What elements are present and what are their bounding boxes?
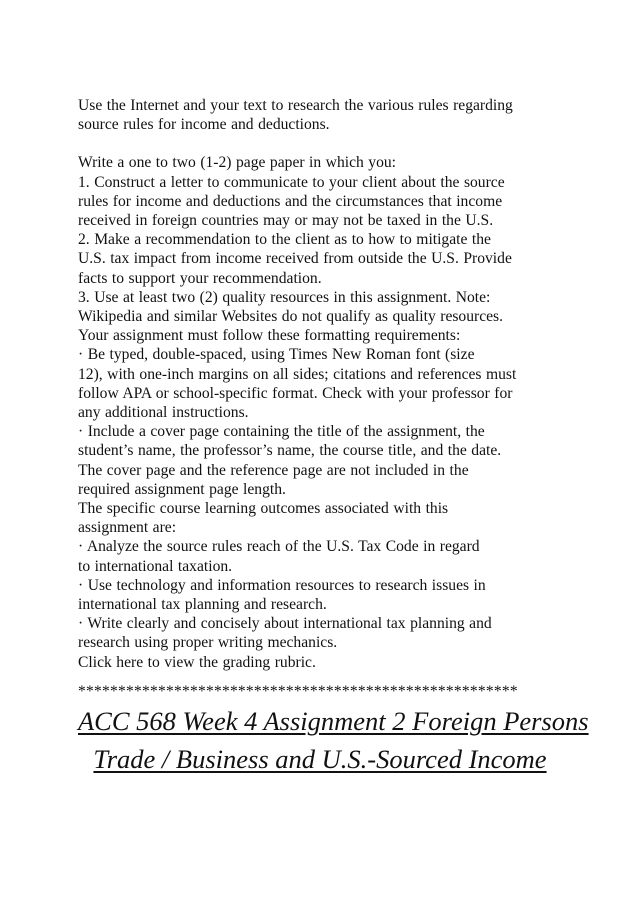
- text-line: research using proper writing mechanics.: [78, 634, 338, 652]
- instructions-paragraph: [78, 153, 568, 671]
- text-line: 1. Construct a letter to communicate to your client about the source: [78, 173, 505, 191]
- text-line: any additional instructions.: [78, 404, 249, 422]
- document-body: [78, 96, 589, 777]
- text-line: 2. Make a recommendation to the client as to how to mitigate the: [78, 231, 491, 249]
- text-line: Write a one to two (1-2) page paper in which you:: [78, 154, 397, 172]
- text-line: assignment are:: [78, 519, 177, 537]
- paragraph-gap: [78, 134, 568, 153]
- text-line: · Use technology and information resources to research issues in: [78, 576, 486, 594]
- text-line: · Write clearly and concisely about international tax planning and: [78, 615, 492, 633]
- text-line: to international taxation.: [78, 557, 233, 575]
- assignment-title[interactable]: [78, 703, 589, 777]
- separator-line: *******************************************************: [78, 682, 518, 700]
- text-line: The specific course learning outcomes associated with this: [78, 500, 449, 518]
- text-line: source rules for income and deductions.: [78, 116, 330, 134]
- text-line: Your assignment must follow these formatting requirements:: [78, 327, 461, 345]
- title-line[interactable]: ACC 568 Week 4 Assignment 2 Foreign Persons: [78, 705, 589, 736]
- grading-rubric-link[interactable]: Click here to view the grading rubric.: [78, 653, 316, 671]
- text-line: U.S. tax impact from income received from outside the U.S. Provide: [78, 250, 512, 268]
- text-line: · Be typed, double-spaced, using Times New Roman font (size: [78, 346, 475, 364]
- text-line: follow APA or school-specific format. Check with your professor for: [78, 384, 513, 402]
- title-line[interactable]: Trade / Business and U.S.-Sourced Income: [93, 743, 547, 774]
- text-line: Wikipedia and similar Websites do not qualify as quality resources.: [78, 308, 504, 326]
- text-line: 3. Use at least two (2) quality resources in this assignment. Note:: [78, 288, 491, 306]
- text-line: received in foreign countries may or may not be taxed in the U.S.: [78, 212, 494, 230]
- intro-paragraph: [78, 96, 568, 134]
- text-line: rules for income and deductions and the circumstances that income: [78, 192, 503, 210]
- text-line: required assignment page length.: [78, 480, 286, 498]
- text-line: The cover page and the reference page are not included in the: [78, 461, 469, 479]
- text-line: Use the Internet and your text to research the various rules regarding: [78, 97, 513, 114]
- text-line: 12), with one-inch margins on all sides; citations and references must: [78, 365, 517, 383]
- text-line: · Include a cover page containing the title of the assignment, the: [78, 423, 485, 441]
- text-line: · Analyze the source rules reach of the U.S. Tax Code in regard: [78, 538, 480, 556]
- text-line: facts to support your recommendation.: [78, 269, 322, 287]
- text-line: student’s name, the professor’s name, the course title, and the date.: [78, 442, 502, 460]
- text-line: international tax planning and research.: [78, 596, 327, 614]
